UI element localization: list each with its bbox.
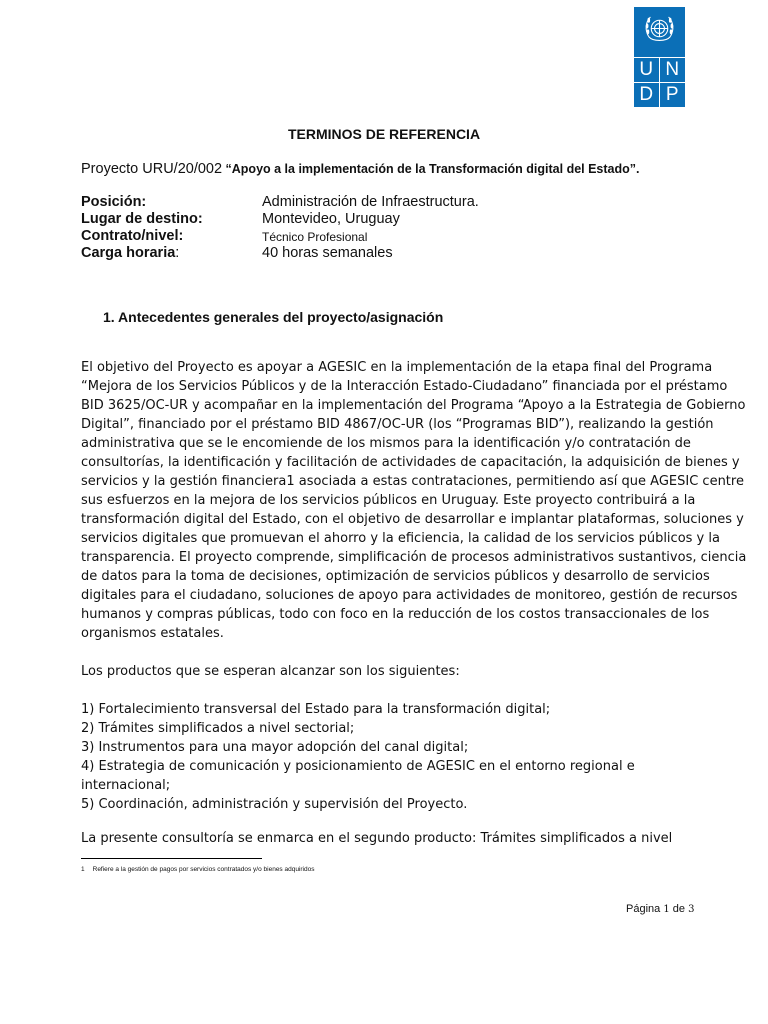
meta-value: Administración de Infraestructura. <box>262 194 479 210</box>
list-item: 4) Estrategia de comunicación y posicionamiento de AGESIC en el entorno regional e <box>81 759 635 774</box>
logo-letter: D <box>634 82 660 107</box>
paragraph-line: servicios digitales que promuevan el ahorro y la eficiencia, la calidad de los servicios públicos y la <box>81 531 720 546</box>
list-item: 5) Coordinación, administración y supervisión del Proyecto. <box>81 797 468 812</box>
footnote-divider <box>81 858 262 859</box>
meta-label: Contrato/nivel: <box>81 228 184 244</box>
background-paragraph <box>81 358 747 643</box>
paragraph-line: de datos para la toma de decisiones, optimización de servicios públicos y desarrollo de servicios <box>81 569 710 584</box>
meta-value: Técnico Profesional <box>262 230 368 244</box>
logo-letter: N <box>660 57 686 82</box>
logo-letter: U <box>634 57 660 82</box>
list-item: 3) Instrumentos para una mayor adopción del canal digital; <box>81 740 469 755</box>
footnote <box>81 866 314 873</box>
paragraph-line: organismos estatales. <box>81 626 224 641</box>
paragraph-line: humanos y compras públicas, todo con foco en la reducción de los costos transaccionales de los <box>81 607 710 622</box>
paragraph-line: administrativa que se le encomiende de los mismos para la identificación y/o contratación de <box>81 436 691 451</box>
logo-letter: P <box>660 82 686 107</box>
paragraph-line: sus esfuerzos en la mejora de los servicios públicos en Uruguay. Este proyecto contribuirá a la <box>81 493 696 508</box>
paragraph-line: transparencia. El proyecto comprende, simplificación de procesos administrativos sustantivos, ciencia <box>81 550 747 565</box>
paragraph-line: El objetivo del Proyecto es apoyar a AGESIC en la implementación de la etapa final del Programa <box>81 360 713 375</box>
page-current: 1 <box>663 904 670 915</box>
project-line <box>81 161 640 177</box>
paragraph-line: “Mejora de los Servicios Públicos y de la Interacción Estado-Ciudadano” financiada por el préstamo <box>81 379 728 394</box>
paragraph-line: BID 3625/OC-UR y acompañar en la implementación del Programa “Apoyo a la Estrategia de Gobierno <box>81 398 746 413</box>
page-label: Página <box>626 903 661 915</box>
undp-logo <box>634 7 685 107</box>
paragraph-line: consultorías, la identificación y facilitación de actividades de capacitación, la adquisición de bienes y <box>81 455 740 470</box>
list-item: 1) Fortalecimiento transversal del Estado para la transformación digital; <box>81 702 551 717</box>
page-total: 3 <box>688 904 695 915</box>
paragraph-line: Digital”, financiado por el préstamo BID 4867/OC-UR (los “Programas BID”), realizando la gestión <box>81 417 714 432</box>
page-number <box>626 903 694 915</box>
paragraph-line: transformación digital del Estado, con el objetivo de desarrollar e implantar plataformas, soluciones y <box>81 512 744 527</box>
page-of: de <box>672 903 686 915</box>
document-title: TERMINOS DE REFERENCIA <box>287 126 481 142</box>
products-list <box>81 700 635 814</box>
products-intro: Los productos que se esperan alcanzar son los siguientes: <box>81 664 460 679</box>
paragraph-line: digitales para el ciudadano, soluciones de apoyo para actividades de monitoreo, gestión de recursos <box>81 588 738 603</box>
un-emblem-icon <box>643 12 676 45</box>
meta-value: 40 horas semanales <box>262 245 393 261</box>
meta-value: Montevideo, Uruguay <box>262 211 400 227</box>
meta-label: Posición: <box>81 194 147 210</box>
closing-paragraph: La presente consultoría se enmarca en el segundo producto: Trámites simplificados a nivel <box>81 831 673 846</box>
project-name: “Apoyo a la implementación de la Transformación digital del Estado”. <box>222 162 640 176</box>
footnote-number: 1 <box>81 866 85 873</box>
list-item: internacional; <box>81 778 171 793</box>
project-code: Proyecto URU/20/002 <box>81 161 223 177</box>
meta-label: Carga horaria: <box>81 245 180 261</box>
meta-label: Lugar de destino: <box>81 211 203 227</box>
section-heading: 1. Antecedentes generales del proyecto/asignación <box>103 309 444 325</box>
list-item: 2) Trámites simplificados a nivel sectorial; <box>81 721 355 736</box>
paragraph-line: servicios y la gestión financiera1 asociada a estas contrataciones, permitiendo así que AGESIC centre <box>81 474 744 489</box>
footnote-text: Refiere a la gestión de pagos por servicios contratados y/o bienes adquiridos <box>92 866 315 873</box>
